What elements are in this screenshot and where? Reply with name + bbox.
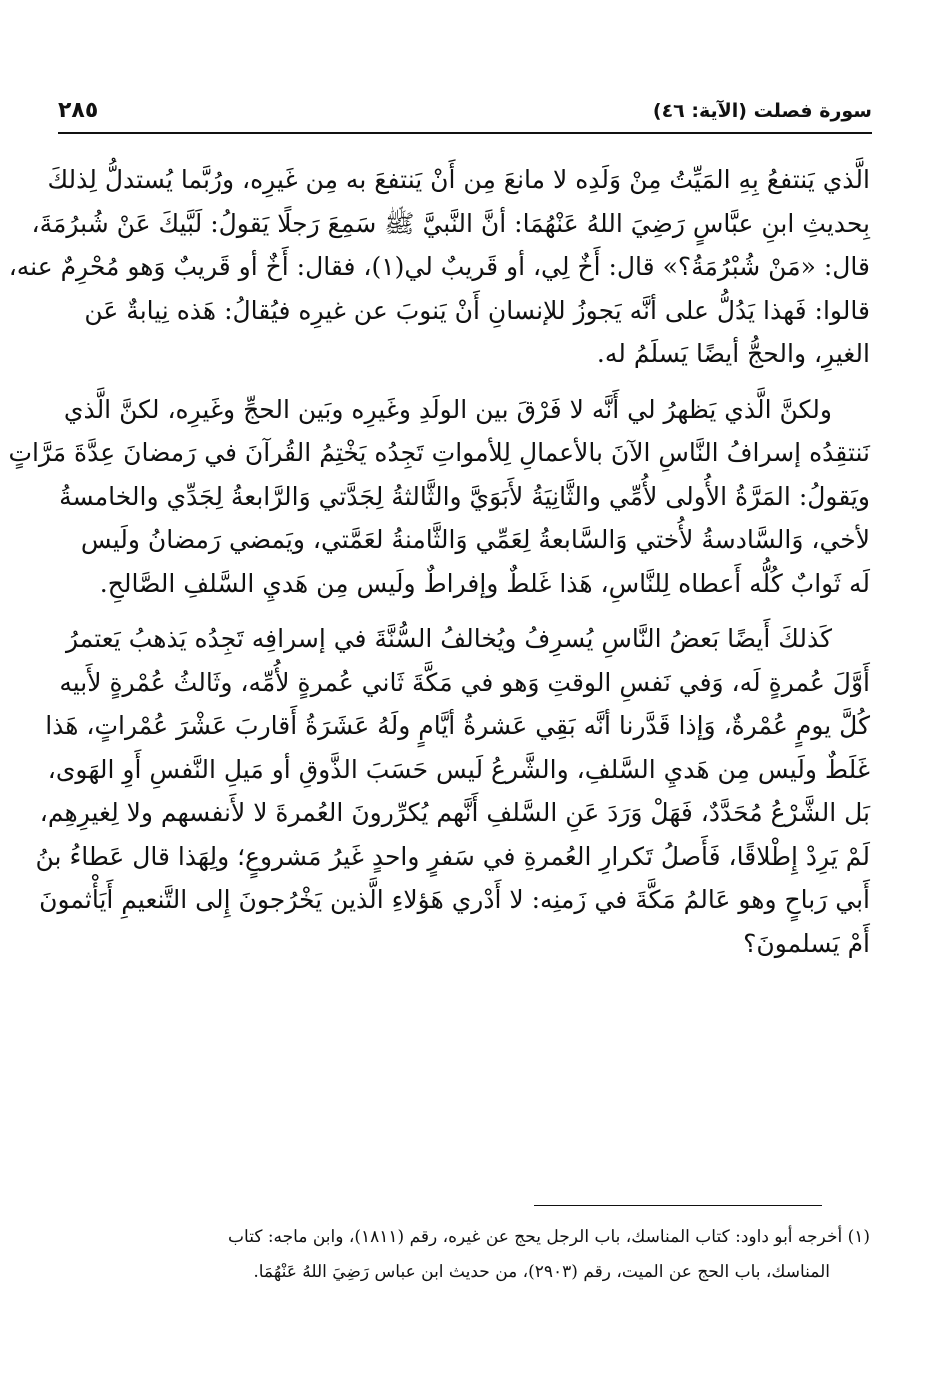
paragraph-2 xyxy=(8,388,870,606)
text-line: الغيرِ، والحجُّ أيضًا يَسلَمُ له. xyxy=(596,339,870,368)
footnote-divider xyxy=(534,1205,822,1206)
paragraph-3 xyxy=(35,617,870,965)
page-number: ٢٨٥ xyxy=(58,98,99,123)
text-line: لَه ثَوابٌ كُلُّه أَعطاه لِلنَّاسِ، هَذا غَلطٌ وإفراطٌ ولَيس مِن هَديِ السَّلفِ الصَّالحِ. xyxy=(99,568,870,598)
text-line: لَمْ يَرِدْ إِطْلاقًا، فَأَصلُ تَكرارِ العُمرةِ في سَفرٍ واحدٍ غَيرُ مَشروعٍ؛ ولِهَذا قال عَطاءُ بنُ xyxy=(35,841,870,871)
text-line: الَّذي يَنتفعُ بِهِ المَيِّتُ مِنْ وَلَدِه لا مانعَ مِن أَنْ يَنتفعَ به مِن غَيرِه، ورُبَّما يُستدلُّ لِذلكَ xyxy=(47,165,870,194)
text-line: نَنتقِدُه إسرافُ النَّاسِ الآنَ بالأعمالِ لِلأمواتِ تَجِدُه يَخْتِمُ القُرآنَ في رَمضانَ عِدَّةَ مَرَّاتٍ xyxy=(8,438,870,467)
header-divider xyxy=(58,132,872,134)
text-line: أَوَّلَ عُمرةٍ لَه، وَفي نَفسِ الوقتِ وَهو في مَكَّةَ ثَاني عُمرةٍ لأُمِّه، وثَالثُ عُمْرةٍ لأَبيه xyxy=(59,667,870,697)
text-line: كُلَّ يومٍ عُمْرةٌ، وَإذا قَدَّرنا أنَّه بَقِي عَشرةُ أيَّامٍ ولَهُ عَشَرَةُ أَقاربَ عَشْرَ عُمْراتٍ، هَذا xyxy=(45,711,870,740)
text-line: أَبي رَباحٍ وهو عَالمُ مَكَّةَ في زَمنِه: لا أَدْري هَؤلاءِ الَّذين يَخْرُجونَ إِلى التَّنعيمِ أَيَأْثمونَ xyxy=(39,885,870,914)
text-line: قال: «مَنْ شُبْرُمَةُ؟» قال: أَخٌ لِي، أو قَريبٌ لي(١)، فقال: أَخٌ أو قَريبٌ وَهو مُحْرِمٌ عنه، xyxy=(8,252,870,281)
paragraph-1 xyxy=(8,158,870,376)
text-line: قالوا: فَهذا يَدُلُّ على أنَّه يَجوزُ للإنسانِ أَنْ يَنوبَ عن غيرِه فيُقالُ: هَذه نِيابةٌ عَن xyxy=(84,295,870,325)
page-header xyxy=(58,98,872,132)
text-line: بَل الشَّرْعُ مُحَدَّدٌ، فَهَلْ وَرَدَ عَنِ السَّلفِ أَنَّهم يُكرِّرونَ العُمرةَ لا لأَنفسهم ولا لِغيرِهِم، xyxy=(39,798,870,827)
text-line: لأخي، وَالسَّادسةُ لأُختي وَالسَّابعةُ لِعَمِّي وَالثَّامنةُ لعَمَّتي، ويَمضي رَمضانُ ولَيس xyxy=(80,525,870,554)
footnote xyxy=(64,1220,870,1290)
footnote-line: (١) أخرجه أبو داود: كتاب المناسك، باب الرجل يحج عن غيره، رقم (١٨١١)، وابن ماجه: كتاب xyxy=(228,1227,870,1247)
text-line: ولكنَّ الَّذي يَظهرُ لي أَنَّه لا فَرْقَ بين الولَدِ وغَيرِه وبَين الحجِّ وغَيرِه، لكنَّ الَّذي xyxy=(63,394,832,424)
text-line: بِحديثِ ابنِ عبَّاسٍ رَضِيَ اللهُ عَنْهُمَا: أنَّ النَّبيَّ ﷺ سَمِعَ رَجلًا يَقولُ: لَبَّيكَ عَنْ شُبرُمَةَ، xyxy=(31,208,870,238)
text-line: أَمْ يَسلمونَ؟ xyxy=(743,928,870,958)
footnote-line: المناسك، باب الحج عن الميت، رقم (٢٩٠٣)، من حديث ابن عباس رَضِيَ اللهُ عَنْهُمَا. xyxy=(253,1262,830,1282)
main-text xyxy=(8,158,870,977)
running-title: سورة فصلت (الآية: ٤٦) xyxy=(652,100,872,122)
text-line: ويَقولُ: المَرَّةُ الأُولى لأُمِّي والثَّانِيَةُ لأَبَوَيَّ والثَّالثةُ لِجَدَّتي وَالرَّابعةُ لِجَدِّي والخامسةُ xyxy=(59,481,870,511)
text-line: كَذلكَ أَيضًا بَعضُ النَّاسِ يُسرِفُ ويُخالفُ السُّنَّةَ في إسرافِه تَجِدُه يَذهبُ يَعتمرُ xyxy=(66,624,832,653)
text-line: غَلَطٌ ولَيس مِن هَديِ السَّلفِ، والشَّرعُ لَيس حَسَبَ الذَّوقِ أو مَيلِ النَّفسِ أَوِ الهَوى، xyxy=(47,754,870,784)
